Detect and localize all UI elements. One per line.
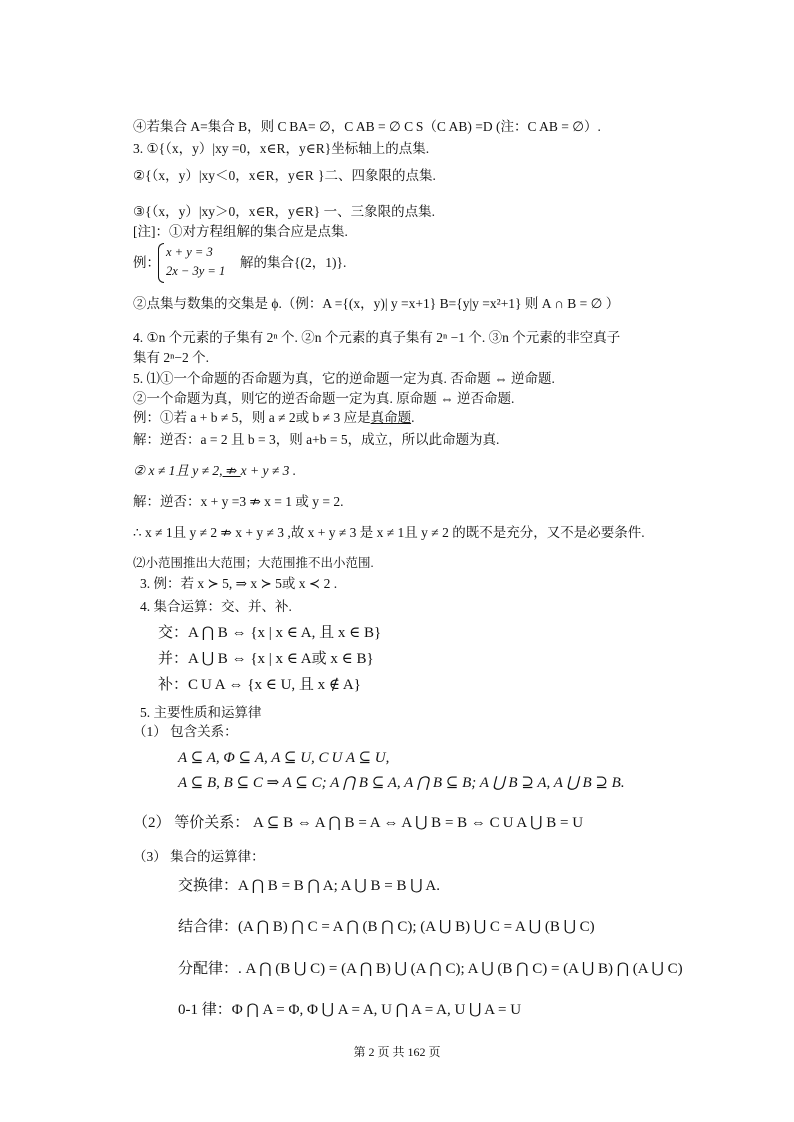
- text-line-subsets: 4. ①n 个元素的子集有 2ⁿ 个. ②n 个元素的真子集有 2ⁿ −1 个. ③n 个元素的非空真子: [133, 330, 621, 345]
- period: .: [411, 410, 415, 425]
- text-line-complement-note: ④若集合 A=集合 B，则 C BA= ∅，C AB = ∅ C S（C AB) =D (注：C AB = ∅）.: [133, 119, 601, 134]
- text-line-example-2: [133, 463, 296, 479]
- text-line-note-point-set: [注]：①对方程组解的集合应是点集.: [133, 224, 348, 239]
- equation-system-brace: [158, 243, 164, 283]
- text-line-quadrant-2-4-start: ②{（x，y）|xy＜0，x∈R，y∈R: [133, 168, 314, 183]
- text-line-subsets-cont: 集有 2ⁿ−2 个.: [133, 350, 209, 365]
- formula-complement: 补：C U A ⇔ {x ∈ U, 且 x ∉ A}: [158, 677, 361, 693]
- not-implies-symbol: ⇏: [222, 463, 241, 478]
- formula-distributive: 分配律：. A ⋂ (B ⋃ C) = (A ⋂ B) ⋃ (A ⋂ C); A ⋃ (B ⋂ C) = (A ⋃ B) ⋂ (A ⋃ C): [178, 961, 683, 977]
- example-2-conclusion: x + y ≠ 3 .: [240, 463, 297, 478]
- text-line-example-3: 3. 例：若 x ≻ 5, ⇒ x ≻ 5或 x ≺ 2 .: [140, 576, 338, 591]
- text-line-quadrant-2-4-end: }二、四象限的点集.: [318, 168, 436, 183]
- page-footer: 第 2 页 共 162 页: [353, 1045, 441, 1059]
- text-line-range: ⑵小范围推出大范围；大范围推不出小范围.: [133, 556, 374, 570]
- formula-commutative: 交换律：A ⋂ B = B ⋂ A; A ⋃ B = B ⋃ A.: [178, 878, 441, 894]
- text-line-point-set-intersection: ②点集与数集的交集是 ϕ.（例：A ={(x，y)| y =x+1} B={y|y =x²+1} 则 A ∩ B = ∅ ）: [133, 296, 620, 311]
- subheading-inclusion: （1） 包含关系：: [133, 724, 238, 739]
- formula-inclusion-2: A ⊆ B, B ⊆ C ⇒ A ⊆ C; A ⋂ B ⊆ A, A ⋂ B ⊆ B; A ⋃ B ⊇ A, A ⋃ B ⊇ B.: [178, 775, 625, 791]
- text-line-conclusion: ∴ x ≠ 1且 y ≠ 2 ⇏ x + y ≠ 3 ,故 x + y ≠ 3 是 x ≠ 1且 y ≠ 2 的既不是充分，又不是必要条件.: [133, 525, 645, 540]
- example-proposition-text: 例：①若 a + b ≠ 5，则 a ≠ 2或 b ≠ 3 应是: [133, 410, 371, 425]
- true-proposition-underlined: 真命题: [370, 410, 412, 425]
- formula-zero-one: 0-1 律：Φ ⋂ A = Φ, Φ ⋃ A = A, U ⋂ A = A, U ⋃ A = U: [178, 1002, 522, 1018]
- heading-properties: 5. 主要性质和运算律: [140, 705, 262, 720]
- text-line-proposition-2: ②一个命题为真，则它的逆否命题一定为真. 原命题 ⇔ 逆否命题.: [133, 391, 515, 406]
- text-line-quadrant-1-3: ③{（x，y）|xy＞0，x∈R，y∈R} 一、三象限的点集.: [133, 204, 436, 219]
- equation-1: x + y = 3: [166, 245, 213, 259]
- formula-intersection: 交：A ⋂ B ⇔ {x | x ∈ A, 且 x ∈ B}: [158, 625, 382, 641]
- formula-equivalence: （2） 等价关系： A ⊆ B ⇔ A ⋂ B = A ⇔ A ⋃ B = B ⇔ C U A ⋃ B = U: [133, 815, 584, 831]
- text-line-proposition-1: 5. ⑴①一个命题的否命题为真，它的逆命题一定为真. 否命题 ⇔ 逆命题.: [133, 371, 555, 386]
- solution-set-text: 解的集合{(2，1)}.: [240, 255, 347, 270]
- equation-2: 2x − 3y = 1: [166, 264, 226, 278]
- text-line-solution-1: 解：逆否：a = 2 且 b = 3，则 a+b = 5，成立，所以此命题为真.: [133, 432, 500, 447]
- text-line-set-operations: 4. 集合运算：交、并、补.: [140, 599, 292, 614]
- formula-union: 并：A ⋃ B ⇔ {x | x ∈ A或 x ∈ B}: [158, 651, 374, 667]
- text-line-solution-2: 解：逆否：x + y =3 ⇏ x = 1 或 y = 2.: [133, 494, 344, 509]
- formula-associative: 结合律：(A ⋂ B) ⋂ C = A ⋂ (B ⋂ C); (A ⋃ B) ⋃ C = A ⋃ (B ⋃ C): [178, 919, 595, 935]
- text-line-axis-points: 3. ①{（x，y）|xy =0，x∈R，y∈R}坐标轴上的点集.: [133, 141, 430, 156]
- example-label: 例：: [133, 255, 160, 270]
- subheading-operation-laws: （3） 集合的运算律：: [133, 849, 265, 864]
- text-line-example-proposition: [133, 410, 414, 426]
- example-2-condition: ② x ≠ 1且 y ≠ 2,: [133, 463, 223, 478]
- formula-inclusion-1: A ⊆ A, Φ ⊆ A, A ⊆ U, C U A ⊆ U,: [178, 750, 390, 766]
